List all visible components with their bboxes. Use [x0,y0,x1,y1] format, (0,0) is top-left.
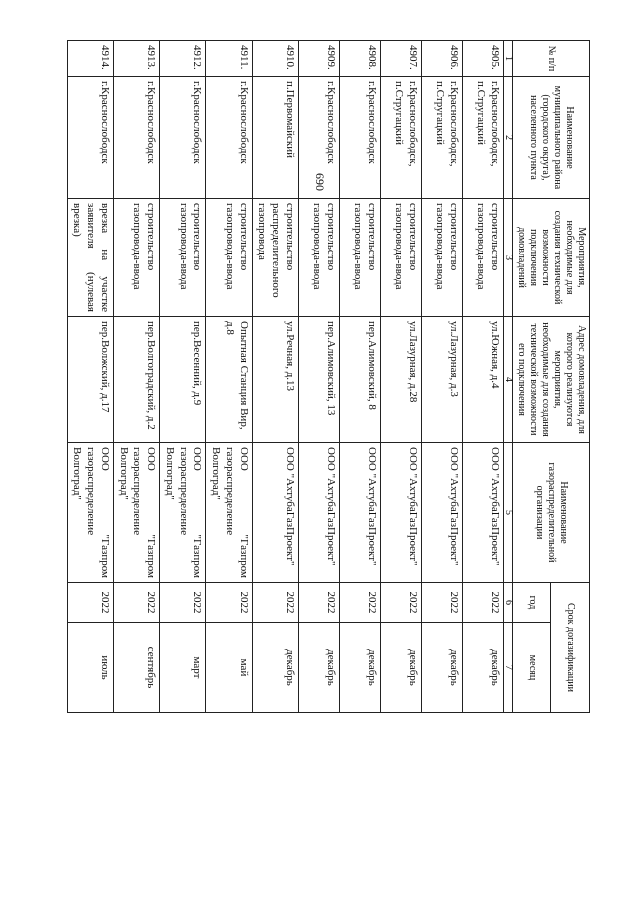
year-cell: 2022 [422,583,463,623]
address-cell: ул.Речная, д.13 [252,317,298,443]
header-num: № п/п [513,41,590,77]
table-row [422,41,463,713]
year-cell: 2022 [299,583,340,623]
table-row [299,41,340,713]
row-number-cell: 4913. [114,41,160,77]
column-number: 5 [504,443,513,583]
column-number: 6 [504,583,513,623]
measure-cell: строительство газопровода-ввода [381,199,422,317]
year-cell: 2022 [206,583,252,623]
gasification-table [67,40,590,713]
district-cell: г.Краснослободск [206,77,252,199]
district-cell: г.Краснослободск, п.Стругацкий [463,77,504,199]
column-number: 2 [504,77,513,199]
table-row [340,41,381,713]
organization-cell: ООО "Газпром газораспределение Волгоград" [114,443,160,583]
organization-cell: ООО "АхтубаГазПроект" [299,443,340,583]
organization-cell: ООО "АхтубаГазПроект" [422,443,463,583]
rotated-table-wrapper [50,40,590,712]
year-cell: 2022 [340,583,381,623]
address-cell: ул.Лазурная, д.28 [381,317,422,443]
month-cell: июль [67,623,113,713]
year-cell: 2022 [252,583,298,623]
district-cell: г.Краснослободск [160,77,206,199]
organization-cell: ООО "АхтубаГазПроект" [340,443,381,583]
table-row [381,41,422,713]
row-number-cell: 4911. [206,41,252,77]
header-term: Срок догазификации [551,583,590,713]
year-cell: 2022 [67,583,113,623]
measure-cell: строительство газопровода-ввода [463,199,504,317]
table-body [67,41,503,713]
month-cell: май [206,623,252,713]
measure-cell: строительство распределительного газопровода [252,199,298,317]
month-cell: декабрь [252,623,298,713]
header-measure: Мероприятия, необходимые для создания технической возможности подключения домовладений [513,199,590,317]
address-cell: пер.Волжский, д.17 [67,317,113,443]
address-cell: пер.Алимовский, 8 [340,317,381,443]
column-number: 4 [504,317,513,443]
address-cell: пер.Весенний, д.9 [160,317,206,443]
month-cell: декабрь [299,623,340,713]
row-number-cell: 4910. [252,41,298,77]
header-address: Адрес домовладения, для которого реализуются мероприятия, необходимые для создания технической возможности его подключения [513,317,590,443]
measure-cell: строительство газопровода-ввода [422,199,463,317]
header-org: Наименование газораспределительной организации [513,443,590,583]
district-cell: г.Краснослободск [67,77,113,199]
header-year: год [513,583,552,623]
organization-cell: ООО "Газпром газораспределение Волгоград" [160,443,206,583]
address-cell: пер.Алимовский, 13 [299,317,340,443]
organization-cell: ООО "Газпром газораспределение Волгоград" [206,443,252,583]
month-cell: декабрь [381,623,422,713]
row-number-cell: 4914. [67,41,113,77]
measure-cell: строительство газопровода-ввода [340,199,381,317]
address-cell: Опытная Станция Вир, д.8 [206,317,252,443]
table-row [114,41,160,713]
column-number: 3 [504,199,513,317]
row-number-cell: 4909. [299,41,340,77]
table-row [67,41,113,713]
row-number-cell: 4907. [381,41,422,77]
header-month: месяц [513,623,552,713]
district-cell: п.Первомайский [252,77,298,199]
month-cell: март [160,623,206,713]
measure-cell: врезка на участке заявителя (нулевая врезка) [67,199,113,317]
table-row [463,41,504,713]
address-cell: ул.Лазурная, д.3 [422,317,463,443]
row-number-cell: 4912. [160,41,206,77]
month-cell: сентябрь [114,623,160,713]
year-cell: 2022 [463,583,504,623]
district-cell: г.Краснослободск [299,77,340,199]
row-number-cell: 4906. [422,41,463,77]
table-row [160,41,206,713]
row-number-cell: 4905. [463,41,504,77]
year-cell: 2022 [160,583,206,623]
table-row [252,41,298,713]
measure-cell: строительство газопровода-ввода [299,199,340,317]
year-cell: 2022 [381,583,422,623]
organization-cell: ООО "АхтубаГазПроект" [381,443,422,583]
district-cell: г.Краснослободск [114,77,160,199]
column-number: 1 [504,41,513,77]
table-row [206,41,252,713]
month-cell: декабрь [340,623,381,713]
organization-cell: ООО "Газпром газораспределение Волгоград" [67,443,113,583]
year-cell: 2022 [114,583,160,623]
row-number-cell: 4908. [340,41,381,77]
month-cell: декабрь [422,623,463,713]
district-cell: г.Краснослободск, п.Стругацкий [381,77,422,199]
address-cell: пер.Волгоградский, д.2 [114,317,160,443]
district-cell: г.Краснослободск [340,77,381,199]
header-district: Наименование муниципального района (городского округа), населенного пункта [513,77,590,199]
organization-cell: ООО "АхтубаГазПроект" [252,443,298,583]
page-number: 690 [313,173,327,191]
measure-cell: строительство газопровода-ввода [160,199,206,317]
organization-cell: ООО "АхтубаГазПроект" [463,443,504,583]
measure-cell: строительство газопровода-ввода [114,199,160,317]
month-cell: декабрь [463,623,504,713]
measure-cell: строительство газопровода-ввода [206,199,252,317]
district-cell: г.Краснослободск, п.Стругацкий [422,77,463,199]
address-cell: ул.Южная, д.4 [463,317,504,443]
column-number: 7 [504,623,513,713]
